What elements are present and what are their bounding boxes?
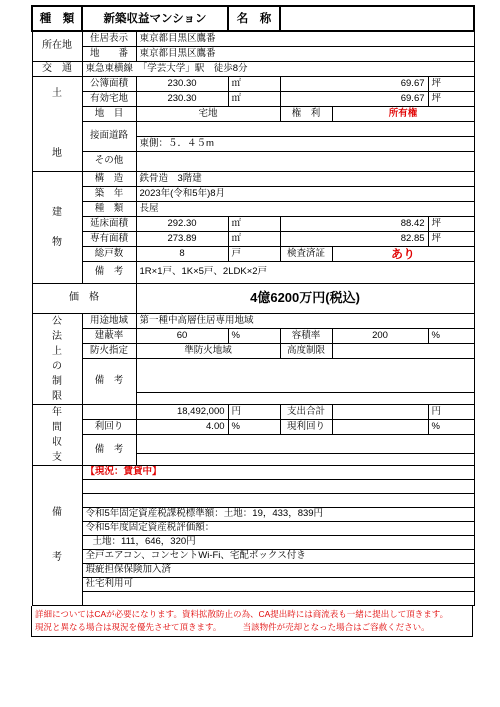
expense-label: 支出合計 bbox=[280, 404, 332, 419]
notes-label bbox=[32, 465, 82, 605]
property-table bbox=[31, 5, 475, 606]
zoning-label: 用途地域 bbox=[82, 313, 136, 328]
transport-value: 東急東横線 「学芸大学」駅 徒歩8分 bbox=[82, 61, 474, 76]
type-value: 新築収益マンション bbox=[82, 6, 228, 31]
annual-income-unit: 円 bbox=[228, 404, 280, 419]
footer-line-2: 現況と異なる場合は現況を優先させて頂きます。 当該物件が売却となった場合はご容赦ください。 bbox=[35, 621, 430, 632]
notes-line-8: 社宅利用可 bbox=[82, 577, 474, 591]
tsubo-unit: 坪 bbox=[428, 91, 474, 106]
footer-notes bbox=[31, 606, 473, 637]
footer-line-1: 詳細についてはCAが必要になります。資料拡散防止の為、CA提出時には商流表も一緒に提出して頂きます。 bbox=[35, 608, 449, 619]
income-remarks-blank bbox=[136, 453, 474, 465]
zoning-value: 第一種中高層住居専用地域 bbox=[136, 313, 474, 328]
regulation-remarks-blank bbox=[136, 392, 474, 404]
expense-value bbox=[332, 404, 428, 419]
income-blank-label bbox=[82, 404, 136, 419]
notes-label-top: 備 bbox=[52, 507, 62, 518]
units-unit: 戸 bbox=[228, 246, 280, 261]
units-label: 総戸数 bbox=[82, 246, 136, 261]
registered-area-unit: ㎡ bbox=[228, 76, 280, 91]
private-area-unit: ㎡ bbox=[228, 231, 280, 246]
name-value bbox=[280, 6, 474, 31]
land-label bbox=[32, 76, 82, 171]
notes-label-bottom: 考 bbox=[52, 552, 62, 563]
rights-value: 所有権 bbox=[332, 106, 474, 121]
category-label: 地 目 bbox=[82, 106, 136, 121]
other-value bbox=[136, 151, 474, 171]
current-yield-unit: % bbox=[428, 419, 474, 434]
address-value: 東京都目黒区鷹番 bbox=[136, 31, 474, 46]
notes-line-9 bbox=[82, 591, 474, 605]
height-label: 高度制限 bbox=[280, 343, 332, 358]
year-label: 築 年 bbox=[82, 186, 136, 201]
location-label: 所在地 bbox=[32, 31, 82, 61]
current-yield-value bbox=[332, 419, 428, 434]
notes-line-blank bbox=[82, 493, 474, 507]
notes-line-6: 全戸エアコン、コンセントWi-Fi、宅配ボックス付き bbox=[82, 549, 474, 563]
height-value bbox=[332, 343, 474, 358]
transport-label: 交 通 bbox=[32, 61, 82, 76]
kind-label: 種 類 bbox=[82, 201, 136, 216]
expense-unit: 円 bbox=[428, 404, 474, 419]
category-value: 宅地 bbox=[136, 106, 280, 121]
rights-label: 権 利 bbox=[280, 106, 332, 121]
registered-area-tsubo: 69.67 bbox=[280, 76, 428, 91]
price-label: 価 格 bbox=[32, 283, 136, 313]
structure-label: 構 造 bbox=[82, 171, 136, 186]
building-label bbox=[32, 171, 82, 283]
registered-area-label: 公簿面積 bbox=[82, 76, 136, 91]
annual-income-value: 18,492,000 bbox=[136, 404, 228, 419]
coverage-label: 建蔽率 bbox=[82, 328, 136, 343]
building-label-top: 建 bbox=[52, 206, 62, 218]
current-yield-label: 現利回り bbox=[280, 419, 332, 434]
year-value: 2023年(令和5年)8月 bbox=[136, 186, 474, 201]
tsubo-unit: 坪 bbox=[428, 76, 474, 91]
other-label: その他 bbox=[82, 151, 136, 171]
floor-area-tsubo: 88.42 bbox=[280, 216, 428, 231]
lot-value: 東京都目黒区鷹番 bbox=[136, 46, 474, 61]
coverage-unit: % bbox=[228, 328, 280, 343]
road-label: 接面道路 bbox=[82, 121, 136, 151]
private-area-value: 273.89 bbox=[136, 231, 228, 246]
far-unit: % bbox=[428, 328, 474, 343]
income-remarks-value bbox=[136, 434, 474, 453]
lot-label: 地 番 bbox=[82, 46, 136, 61]
floor-area-unit: ㎡ bbox=[228, 216, 280, 231]
notes-line-2 bbox=[82, 479, 474, 493]
road-blank bbox=[136, 121, 474, 136]
notes-line-7: 瑕疵担保保険加入済 bbox=[82, 563, 474, 577]
price-value: 4億6200万円(税込) bbox=[136, 283, 474, 313]
floor-area-label: 延床面積 bbox=[82, 216, 136, 231]
property-sheet bbox=[31, 5, 473, 637]
building-remarks-value: 1R×1戸、1K×5戸、2LDK×2戸 bbox=[136, 261, 474, 283]
regulation-label: 公法上の制限 bbox=[32, 313, 82, 404]
income-label: 年間収支 bbox=[32, 404, 82, 465]
private-area-tsubo: 82.85 bbox=[280, 231, 428, 246]
land-label-top: 土 bbox=[52, 88, 62, 99]
floor-area-value: 292.30 bbox=[136, 216, 228, 231]
header-row bbox=[32, 6, 474, 31]
notes-line-5: 土地：111，646，320円 bbox=[82, 535, 474, 549]
coverage-value: 60 bbox=[136, 328, 228, 343]
far-label: 容積率 bbox=[280, 328, 332, 343]
regulation-remarks-value bbox=[136, 358, 474, 392]
road-value: 東側：５．４５m bbox=[136, 136, 474, 151]
effective-area-value: 230.30 bbox=[136, 91, 228, 106]
income-remarks-label: 備 考 bbox=[82, 434, 136, 465]
units-value: 8 bbox=[136, 246, 228, 261]
yield-unit: % bbox=[228, 419, 280, 434]
private-area-label: 専有面積 bbox=[82, 231, 136, 246]
yield-value: 4.00 bbox=[136, 419, 228, 434]
structure-value: 鉄骨造 3階建 bbox=[136, 171, 474, 186]
fire-label: 防火指定 bbox=[82, 343, 136, 358]
effective-area-label: 有効宅地 bbox=[82, 91, 136, 106]
land-label-bottom: 地 bbox=[52, 148, 62, 159]
address-label: 住居表示 bbox=[82, 31, 136, 46]
far-value: 200 bbox=[332, 328, 428, 343]
effective-area-tsubo: 69.67 bbox=[280, 91, 428, 106]
notes-status: 【現況：賃貸中】 bbox=[82, 465, 474, 479]
fire-value: 準防火地域 bbox=[136, 343, 280, 358]
effective-area-unit: ㎡ bbox=[228, 91, 280, 106]
notes-line-3: 令和5年固定資産税課税標準額：土地：19，433，839円 bbox=[82, 507, 474, 521]
building-remarks-label: 備 考 bbox=[82, 261, 136, 283]
type-label: 種 類 bbox=[32, 6, 82, 31]
tsubo-unit: 坪 bbox=[428, 231, 474, 246]
yield-label: 利回り bbox=[82, 419, 136, 434]
tsubo-unit: 坪 bbox=[428, 216, 474, 231]
notes-line-4: 令和5年度固定資産税評価額： bbox=[82, 521, 474, 535]
building-label-bottom: 物 bbox=[52, 236, 62, 248]
regulation-remarks-label: 備 考 bbox=[82, 358, 136, 404]
registered-area-value: 230.30 bbox=[136, 76, 228, 91]
inspection-label: 検査済証 bbox=[280, 246, 332, 261]
kind-value: 長屋 bbox=[136, 201, 474, 216]
name-label: 名 称 bbox=[228, 6, 280, 31]
inspection-value: あり bbox=[332, 246, 474, 261]
